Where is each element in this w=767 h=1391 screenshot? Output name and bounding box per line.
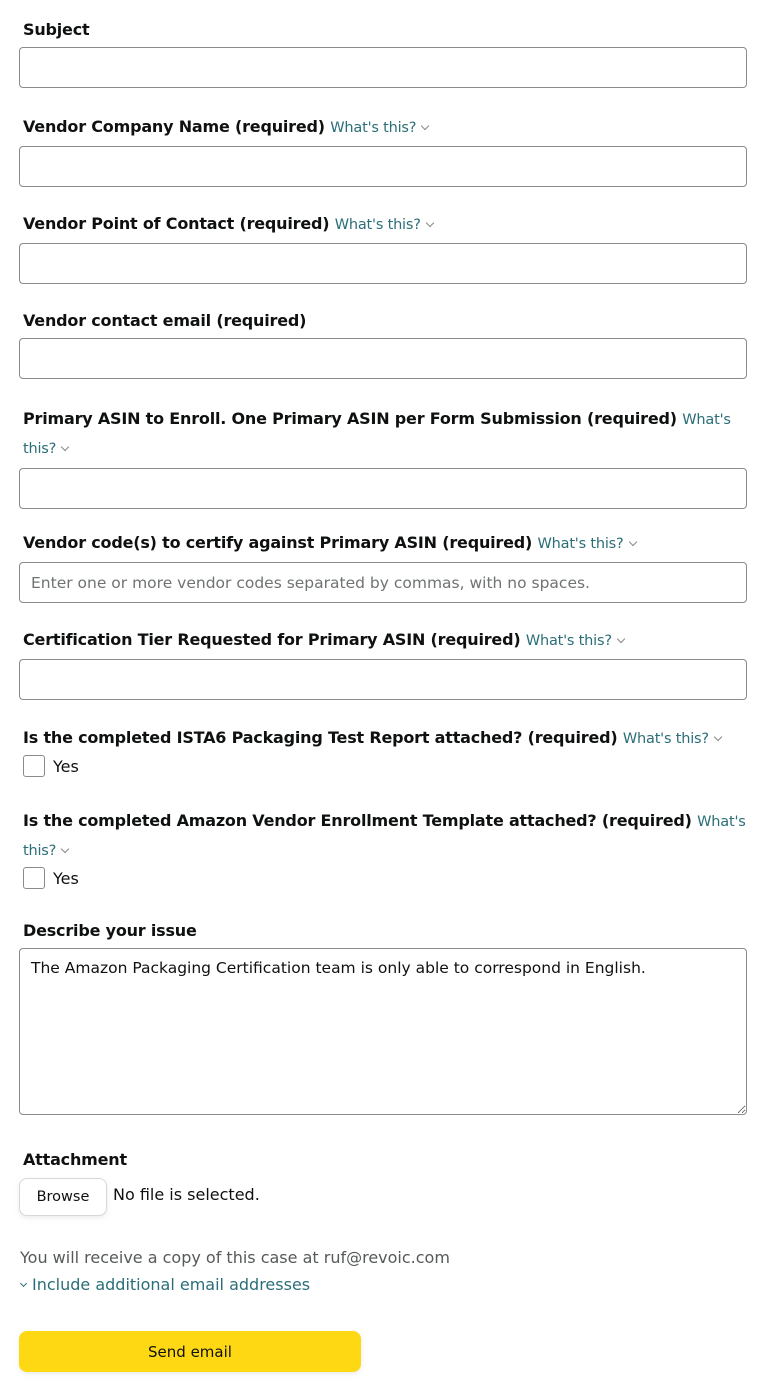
subject-input[interactable] [19, 47, 747, 88]
vendor-email-label: Vendor contact email (required) [23, 311, 307, 330]
ista6-yes-checkbox[interactable]: Yes [19, 755, 747, 777]
vendor-company-label: Vendor Company Name (required) [23, 117, 325, 136]
chevron-down-icon [421, 122, 429, 130]
attachment-field [19, 1146, 747, 1216]
vendor-email-field [19, 307, 747, 379]
cert-tier-field [19, 626, 747, 700]
vendor-company-field [19, 113, 747, 187]
chevron-down-icon [714, 733, 722, 741]
whats-this-link[interactable]: What's this? [23, 412, 731, 457]
chevron-down-icon [617, 635, 625, 643]
whats-this-link[interactable]: What's this? [538, 536, 636, 552]
describe-textarea[interactable] [19, 948, 747, 1115]
chevron-down-icon [61, 443, 69, 451]
subject-field [19, 16, 747, 88]
subject-label: Subject [23, 20, 90, 39]
cert-tier-label: Certification Tier Requested for Primary ASIN (required) [23, 630, 521, 649]
vendor-code-label: Vendor code(s) to certify against Primary ASIN (required) [23, 533, 533, 552]
vendor-contact-input[interactable] [19, 243, 747, 284]
checkbox[interactable] [23, 867, 45, 889]
describe-field [19, 917, 747, 1115]
vendor-contact-field [19, 210, 747, 284]
chevron-down-icon [20, 1280, 27, 1287]
include-emails-link[interactable]: Include additional email addresses [19, 1275, 747, 1294]
send-email-button[interactable]: Send email [19, 1331, 361, 1372]
vendor-email-input[interactable] [19, 338, 747, 379]
whats-this-link[interactable]: What's this? [526, 633, 624, 649]
whats-this-link[interactable]: What's this? [623, 731, 721, 747]
enrollment-template-yes-checkbox[interactable]: Yes [19, 867, 747, 889]
file-status: No file is selected. [113, 1184, 260, 1204]
checkbox[interactable] [23, 755, 45, 777]
vendor-code-input[interactable] [19, 562, 747, 603]
whats-this-link[interactable]: What's this? [23, 814, 746, 859]
chevron-down-icon [628, 538, 636, 546]
enrollment-template-label: Is the completed Amazon Vendor Enrollment Template attached? (required) [23, 811, 692, 830]
whats-this-link[interactable]: What's this? [335, 217, 433, 233]
vendor-company-input[interactable] [19, 146, 747, 187]
whats-this-link[interactable]: What's this? [330, 120, 428, 136]
vendor-code-field [19, 529, 747, 603]
primary-asin-input[interactable] [19, 468, 747, 509]
attachment-label: Attachment [23, 1150, 127, 1169]
describe-label: Describe your issue [23, 921, 197, 940]
chevron-down-icon [61, 845, 69, 853]
chevron-down-icon [426, 219, 434, 227]
send-area [19, 1331, 747, 1372]
browse-button[interactable]: Browse [19, 1178, 107, 1216]
vendor-contact-label: Vendor Point of Contact (required) [23, 214, 330, 233]
primary-asin-label: Primary ASIN to Enroll. One Primary ASIN per Form Submission (required) [23, 409, 677, 428]
enrollment-template-field [19, 807, 747, 889]
cert-tier-input[interactable] [19, 659, 747, 700]
ista6-label: Is the completed ISTA6 Packaging Test Report attached? (required) [23, 728, 618, 747]
copy-notice: You will receive a copy of this case at ruf@revoic.com [20, 1248, 450, 1267]
ista6-field [19, 724, 747, 777]
primary-asin-field [19, 405, 747, 509]
